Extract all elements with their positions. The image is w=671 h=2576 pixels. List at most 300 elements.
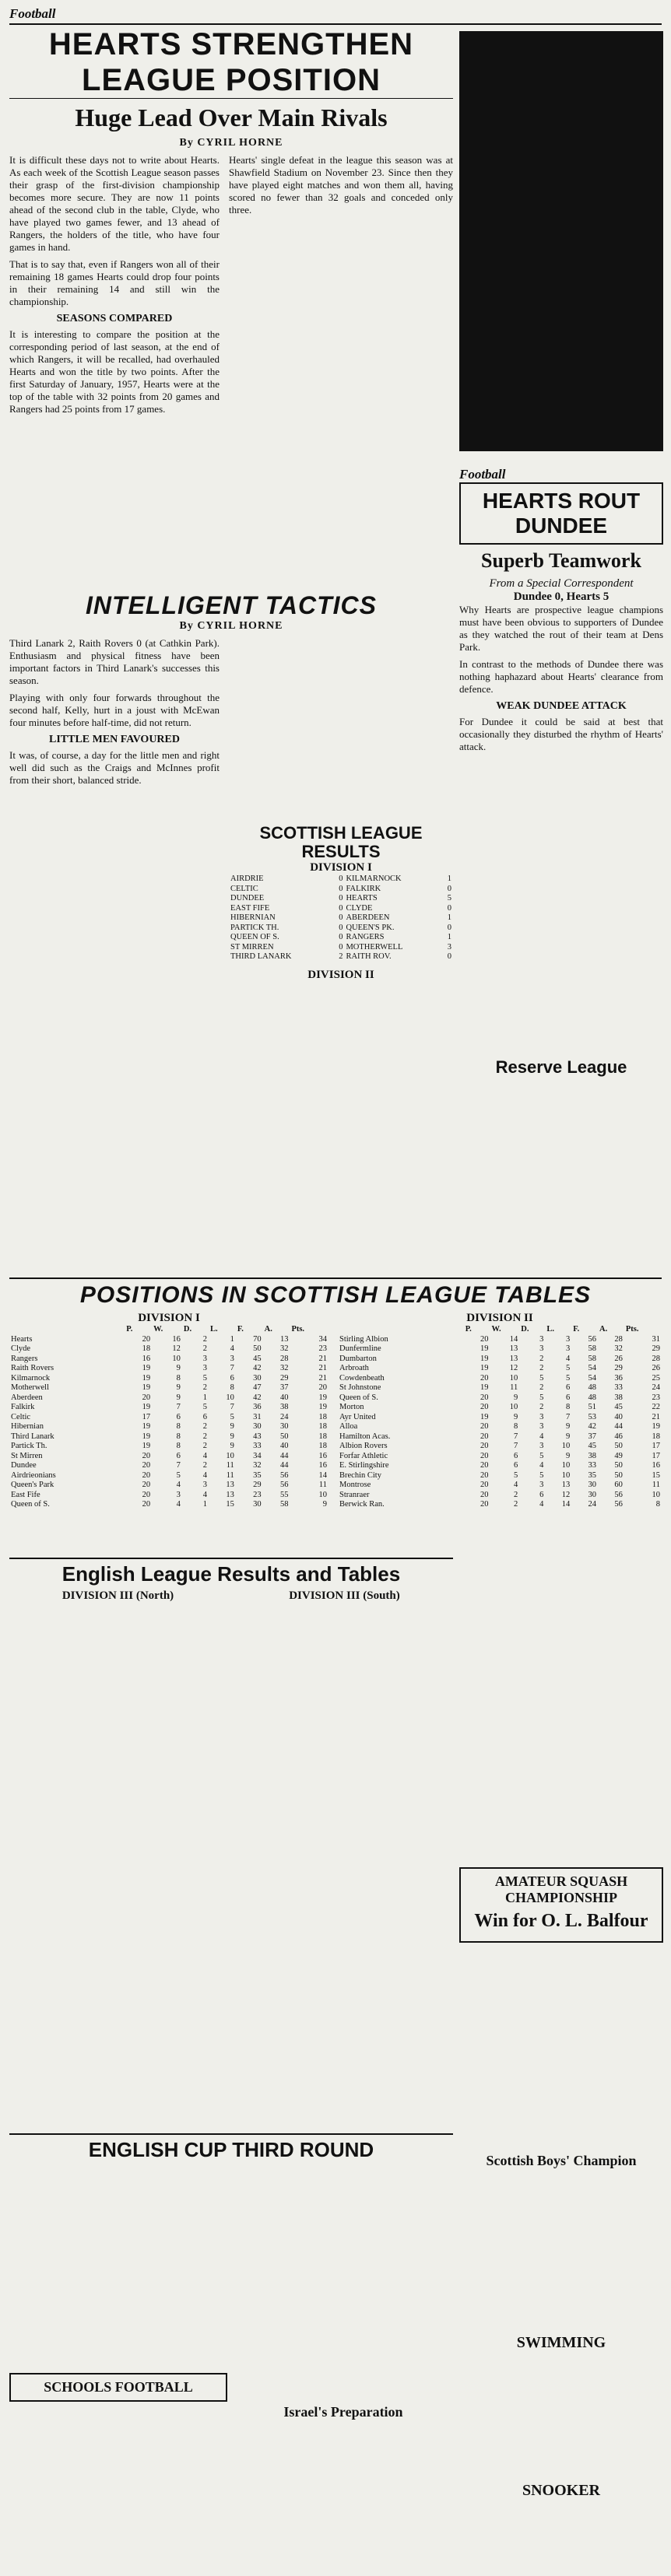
table-cell: 16: [652, 1461, 660, 1470]
table-cell: 19: [142, 1383, 151, 1392]
table-cell: 6: [539, 1490, 544, 1499]
result-team: KILMARNOCK: [346, 874, 402, 883]
table-cell: 30: [279, 1422, 289, 1431]
team-name: Cowdenbeath: [339, 1373, 385, 1383]
team-name: Rangers: [11, 1354, 38, 1363]
table-cell: 32: [253, 1461, 262, 1470]
table-cell: 29: [253, 1481, 262, 1489]
table-cell: 19: [318, 1403, 327, 1411]
table-row: [9, 1413, 328, 1423]
table-cell: 20: [480, 1432, 489, 1441]
table-row: [338, 1393, 662, 1404]
table-cell: 16: [318, 1451, 327, 1460]
squash-subhead: Win for O. L. Balfour: [474, 1911, 648, 1931]
team-name: Kilmarnock: [11, 1373, 51, 1383]
table-cell: 48: [588, 1393, 597, 1402]
israel-section: [234, 2404, 453, 2420]
table-cell: 4: [202, 1470, 207, 1480]
table-cell: 20: [142, 1490, 151, 1499]
division-1-standings: [9, 1325, 328, 1510]
table-cell: 70: [253, 1334, 262, 1344]
team-name: Brechin City: [339, 1470, 381, 1480]
table-cell: 2: [202, 1334, 207, 1344]
table-cell: 4: [539, 1432, 544, 1441]
table-cell: 9: [230, 1422, 234, 1431]
table-row: [338, 1413, 662, 1423]
table-cell: 33: [253, 1442, 262, 1450]
table-cell: 21: [318, 1364, 327, 1372]
result-score: 0: [339, 913, 343, 922]
table-cell: 6: [565, 1383, 571, 1392]
table-cell: 32: [279, 1344, 289, 1353]
result-team: FALKIRK: [346, 884, 381, 893]
table-cell: 11: [652, 1481, 660, 1489]
table-cell: 21: [652, 1412, 660, 1421]
table-cell: 50: [614, 1470, 623, 1480]
team-name: E. Stirlingshire: [339, 1461, 389, 1470]
table-cell: 40: [614, 1412, 623, 1421]
team-name: Hearts: [11, 1334, 33, 1344]
team-name: Queen of S.: [11, 1500, 50, 1509]
table-cell: 8: [176, 1373, 181, 1383]
table-cell: 8: [176, 1422, 181, 1431]
table-cell: 4: [230, 1344, 234, 1353]
table-cell: 24: [588, 1500, 597, 1509]
table-cell: 4: [202, 1451, 207, 1460]
table-cell: 1: [202, 1393, 207, 1402]
table-row: [338, 1491, 662, 1501]
table-row: [338, 1344, 662, 1355]
table-row: [9, 1432, 328, 1442]
table-cell: 5: [539, 1451, 544, 1460]
table-cell: 56: [588, 1334, 597, 1344]
table-cell: 21: [318, 1354, 327, 1363]
team-name: Berwick Ran.: [339, 1500, 385, 1509]
table-row: [9, 1442, 328, 1452]
divider: [9, 1277, 662, 1279]
table-cell: 20: [480, 1422, 489, 1431]
table-cell: 2: [513, 1490, 518, 1499]
table-cell: 32: [279, 1364, 289, 1372]
table-cell: 38: [614, 1393, 623, 1402]
table-row: [338, 1452, 662, 1462]
table-header: D.: [183, 1325, 192, 1334]
result-score: 0: [447, 952, 451, 961]
table-cell: 7: [230, 1364, 234, 1372]
divider: [9, 2133, 453, 2135]
squash-box: [459, 1867, 663, 1943]
table-header: Pts.: [625, 1325, 639, 1334]
table-cell: 24: [279, 1412, 289, 1421]
result-score: 0: [447, 884, 451, 893]
table-cell: 60: [614, 1481, 623, 1489]
table-cell: 56: [614, 1500, 623, 1509]
team-name: Third Lanark: [11, 1432, 54, 1441]
article-paragraph: In contrast to the methods of Dundee there was nothing haphazard about Hearts' clearance from defence.: [459, 658, 663, 695]
team-name: Montrose: [339, 1481, 371, 1489]
table-cell: 6: [513, 1461, 518, 1470]
result-score: 0: [339, 933, 343, 941]
table-cell: 20: [480, 1403, 489, 1411]
table-cell: 58: [588, 1344, 597, 1353]
division-2-standings: [338, 1325, 662, 1510]
table-cell: 20: [480, 1334, 489, 1344]
results-division-1: DIVISION I: [310, 861, 372, 874]
table-cell: 56: [614, 1490, 623, 1499]
table-cell: 9: [322, 1500, 327, 1509]
table-cell: 5: [565, 1364, 571, 1372]
table-cell: 6: [176, 1412, 181, 1421]
result-team: PARTICK TH.: [230, 923, 279, 932]
result-team: HEARTS: [346, 894, 378, 902]
table-row: [9, 1461, 328, 1471]
table-row: [9, 1374, 328, 1384]
team-name: Motherwell: [11, 1383, 49, 1392]
table-cell: 19: [142, 1364, 151, 1372]
english-league-section: [9, 1556, 453, 1603]
table-cell: 55: [279, 1490, 289, 1499]
table-cell: 50: [279, 1432, 289, 1441]
table-cell: 37: [588, 1432, 597, 1441]
table-cell: 23: [652, 1393, 660, 1402]
result-score: 0: [447, 923, 451, 932]
team-name: Airdrieonians: [11, 1470, 56, 1480]
table-cell: 5: [202, 1373, 207, 1383]
result-team: RAITH ROV.: [346, 952, 392, 961]
table-cell: 6: [230, 1373, 234, 1383]
table-cell: 11: [226, 1470, 234, 1480]
table-cell: 8: [176, 1432, 181, 1441]
tactics-byline: By CYRIL HORNE: [179, 620, 283, 632]
table-row: [9, 1344, 328, 1355]
team-name: Aberdeen: [11, 1393, 43, 1402]
table-cell: 20: [318, 1383, 327, 1392]
english-cup-section: [9, 2132, 453, 2165]
league-tables-title: POSITIONS IN SCOTTISH LEAGUE TABLES: [79, 1282, 592, 1308]
table-cell: 20: [142, 1334, 151, 1344]
schools-title: SCHOOLS FOOTBALL: [44, 2379, 193, 2395]
team-name: Queen of S.: [339, 1393, 378, 1402]
table-cell: 2: [202, 1432, 207, 1441]
table-cell: 5: [565, 1373, 571, 1383]
table-cell: 7: [565, 1412, 571, 1421]
table-row: [9, 1452, 328, 1462]
table-cell: 2: [539, 1364, 544, 1372]
table-cell: 42: [253, 1393, 262, 1402]
hearts-rout-dundee-article: [459, 467, 663, 758]
table-row: [338, 1335, 662, 1345]
table-cell: 17: [652, 1442, 660, 1450]
table-cell: 30: [588, 1490, 597, 1499]
result-team: THIRD LANARK: [230, 952, 292, 961]
table-header: A.: [264, 1325, 272, 1334]
table-cell: 19: [480, 1364, 489, 1372]
table-cell: 20: [480, 1461, 489, 1470]
table-cell: 8: [513, 1422, 518, 1431]
table-cell: 20: [142, 1500, 151, 1509]
table-cell: 7: [513, 1442, 518, 1450]
table-cell: 10: [561, 1442, 571, 1450]
table-cell: 3: [539, 1412, 544, 1421]
team-name: Clyde: [11, 1344, 31, 1353]
snooker-section: [459, 2482, 663, 2500]
squash-section: [459, 1867, 663, 2169]
table-cell: 10: [318, 1490, 327, 1499]
table-cell: 7: [513, 1432, 518, 1441]
table-cell: 20: [142, 1393, 151, 1402]
team-name: Alloa: [339, 1422, 358, 1431]
table-cell: 3: [230, 1354, 234, 1363]
result-row: [229, 952, 453, 962]
table-cell: 19: [480, 1354, 489, 1363]
table-row: [9, 1481, 328, 1491]
table-cell: 5: [539, 1373, 544, 1383]
table-cell: 2: [539, 1403, 544, 1411]
table-cell: 7: [176, 1403, 181, 1411]
table-cell: 20: [480, 1393, 489, 1402]
schools-section: [9, 2373, 227, 2402]
table-row: [338, 1422, 662, 1432]
table-cell: 15: [652, 1470, 660, 1480]
main-paragraph: It is interesting to compare the position at the corresponding period of last season, at the end of which Rangers, it will be recalled, had overhauled Hearts and won the title by two points. After the first Saturday of January, 1957, Hearts were at the top of the table with 32 points from 20 games and Rangers had 25 points from 17 games.: [9, 328, 220, 415]
team-name: Morton: [339, 1403, 364, 1411]
result-score: 1: [447, 933, 451, 941]
result-team: MOTHERWELL: [346, 942, 403, 952]
reserve-league-title: Reserve League: [495, 1057, 627, 1077]
table-cell: 44: [614, 1422, 623, 1431]
table-cell: 3: [202, 1354, 207, 1363]
table-cell: 8: [230, 1383, 234, 1392]
table-cell: 20: [480, 1481, 489, 1489]
main-subhead: Huge Lead Over Main Rivals: [75, 103, 388, 131]
table-cell: 20: [142, 1451, 151, 1460]
swimming-section: [459, 2334, 663, 2352]
table-cell: 19: [480, 1383, 489, 1392]
table-row: [9, 1471, 328, 1481]
table-header: Pts.: [291, 1325, 305, 1334]
table-cell: 6: [202, 1412, 207, 1421]
squash-title: AMATEUR SQUASH CHAMPIONSHIP: [494, 1873, 628, 1905]
table-cell: 30: [253, 1373, 262, 1383]
team-name: Dundee: [11, 1461, 37, 1470]
division-2-title: DIVISION II: [466, 1312, 533, 1324]
table-row: [9, 1403, 328, 1413]
table-row: [338, 1364, 662, 1374]
table-row: [338, 1403, 662, 1413]
tactics-paragraph: Playing with only four forwards throughout the second half, Kelly, hurt in a joust with McEwan four minutes before half-time, did not return.: [9, 692, 220, 728]
scottish-results-title: SCOTTISH LEAGUE RESULTS: [259, 823, 423, 861]
team-name: Hibernian: [11, 1422, 44, 1431]
table-row: [338, 1383, 662, 1393]
table-cell: 9: [513, 1412, 518, 1421]
table-cell: 4: [539, 1500, 544, 1509]
table-cell: 20: [480, 1500, 489, 1509]
result-team: EAST FIFE: [230, 903, 270, 913]
table-cell: 10: [172, 1354, 181, 1363]
table-cell: 5: [202, 1403, 207, 1411]
table-header: W.: [491, 1325, 501, 1334]
table-cell: 3: [539, 1442, 544, 1450]
table-row: [338, 1500, 662, 1510]
table-cell: 17: [142, 1412, 151, 1421]
table-cell: 20: [480, 1451, 489, 1460]
table-cell: 18: [142, 1344, 151, 1353]
result-score: 5: [447, 894, 451, 902]
table-cell: 30: [253, 1500, 262, 1509]
table-cell: 9: [513, 1393, 518, 1402]
division-1-table: [9, 1312, 328, 1510]
division-2-table: [338, 1312, 662, 1510]
divider: [9, 98, 453, 99]
tactics-headline: INTELLIGENT TACTICS: [86, 591, 377, 619]
table-cell: 6: [513, 1451, 518, 1460]
result-score: 0: [339, 874, 343, 883]
table-cell: 3: [565, 1334, 571, 1344]
section-tag: Football: [9, 6, 56, 21]
table-row: [338, 1481, 662, 1491]
table-cell: 18: [652, 1432, 660, 1441]
article-paragraph: Why Hearts are prospective league champions must have been obvious to supporters of Dundee as they watched the rout of their team at Dens Park.: [459, 604, 663, 653]
table-cell: 14: [318, 1470, 327, 1480]
tactics-column-left: [9, 637, 220, 982]
table-row: [338, 1432, 662, 1442]
result-score: 0: [339, 923, 343, 932]
table-cell: 8: [655, 1500, 660, 1509]
table-header: [338, 1325, 464, 1335]
table-cell: 10: [226, 1393, 234, 1402]
article-paragraph: For Dundee it could be said at best that occasionally they disturbed the rhythm of Hearts' attack.: [459, 716, 663, 752]
table-cell: 9: [176, 1383, 181, 1392]
table-cell: 19: [480, 1344, 489, 1353]
table-cell: 13: [226, 1490, 234, 1499]
table-cell: 32: [614, 1344, 623, 1353]
main-paragraph: Hearts' single defeat in the league this season was at Shawfield Stadium on November 23. Since then they have played eight matches and won them all, having scored no fewer than 32 goals and conceded only three.: [229, 154, 453, 216]
team-name: Forfar Athletic: [339, 1451, 388, 1460]
table-row: [9, 1335, 328, 1345]
table-cell: 40: [279, 1442, 289, 1450]
table-cell: 19: [318, 1393, 327, 1402]
team-name: Raith Rovers: [11, 1364, 54, 1372]
table-cell: 35: [588, 1470, 597, 1480]
table-cell: 8: [176, 1442, 181, 1450]
table-cell: 19: [652, 1422, 660, 1431]
table-cell: 51: [588, 1403, 597, 1411]
table-row: [338, 1471, 662, 1481]
table-header: D.: [521, 1325, 529, 1334]
table-cell: 1: [230, 1334, 234, 1344]
team-name: Partick Th.: [11, 1442, 47, 1450]
table-cell: 4: [176, 1481, 181, 1489]
table-cell: 4: [176, 1500, 181, 1509]
table-cell: 5: [539, 1393, 544, 1402]
table-cell: 19: [142, 1422, 151, 1431]
table-cell: 22: [652, 1403, 660, 1411]
table-cell: 16: [142, 1354, 151, 1363]
table-header: W.: [153, 1325, 163, 1334]
table-cell: 19: [142, 1403, 151, 1411]
table-cell: 6: [176, 1451, 181, 1460]
table-cell: 3: [202, 1481, 207, 1489]
table-cell: 8: [565, 1403, 571, 1411]
team-name: Dunfermline: [339, 1344, 381, 1353]
table-cell: 13: [226, 1481, 234, 1489]
result-team: HIBERNIAN: [230, 913, 276, 922]
team-name: Stirling Albion: [339, 1334, 388, 1344]
table-cell: 2: [202, 1344, 207, 1353]
table-cell: 48: [588, 1383, 597, 1392]
table-cell: 9: [176, 1393, 181, 1402]
result-row: [229, 933, 453, 943]
table-cell: 42: [588, 1422, 597, 1431]
divider: [9, 1558, 453, 1559]
table-cell: 12: [509, 1364, 518, 1372]
table-cell: 49: [614, 1451, 623, 1460]
table-cell: 11: [318, 1481, 327, 1489]
league-tables-section: [9, 1276, 662, 1510]
result-score: 3: [447, 942, 451, 952]
table-cell: 16: [318, 1461, 327, 1470]
table-cell: 3: [565, 1344, 571, 1353]
table-cell: 3: [176, 1490, 181, 1499]
tactics-article: [9, 591, 453, 982]
table-cell: 17: [652, 1451, 660, 1460]
table-cell: 7: [176, 1461, 181, 1470]
table-cell: 28: [614, 1334, 623, 1344]
table-header: A.: [599, 1325, 608, 1334]
result-score: 0: [447, 903, 451, 913]
team-name: St Johnstone: [339, 1383, 381, 1392]
table-cell: 5: [176, 1470, 181, 1480]
table-cell: 11: [226, 1461, 234, 1470]
main-column-right: [229, 154, 453, 420]
team-name: Hamilton Acas.: [339, 1432, 391, 1441]
table-header: P.: [126, 1325, 133, 1334]
table-cell: 2: [539, 1383, 544, 1392]
table-cell: 12: [561, 1490, 571, 1499]
table-cell: 31: [652, 1334, 660, 1344]
result-row: [229, 913, 453, 924]
table-cell: 3: [539, 1481, 544, 1489]
english-cup-title: ENGLISH CUP THIRD ROUND: [88, 2138, 374, 2161]
table-cell: 10: [561, 1470, 571, 1480]
team-name: Albion Rovers: [339, 1442, 388, 1450]
team-name: St Mirren: [11, 1451, 43, 1460]
table-cell: 45: [253, 1354, 262, 1363]
table-cell: 13: [279, 1334, 289, 1344]
table-cell: 9: [565, 1422, 571, 1431]
table-cell: 10: [509, 1403, 518, 1411]
table-cell: 20: [480, 1442, 489, 1450]
table-cell: 15: [226, 1500, 234, 1509]
table-cell: 56: [279, 1470, 289, 1480]
table-cell: 2: [202, 1422, 207, 1431]
main-paragraph: That is to say that, even if Rangers won all of their remaining 18 games Hearts could drop four points in their remaining 14 and still win the championship.: [9, 258, 220, 307]
table-row: [9, 1491, 328, 1501]
table-cell: 3: [539, 1422, 544, 1431]
table-cell: 2: [202, 1383, 207, 1392]
hearts-rout-box: [459, 482, 663, 545]
english-league-title: English League Results and Tables: [61, 1562, 401, 1586]
table-cell: 45: [614, 1403, 623, 1411]
main-byline: By CYRIL HORNE: [179, 137, 283, 149]
table-cell: 45: [588, 1442, 597, 1450]
result-team: ABERDEEN: [346, 913, 390, 922]
table-cell: 10: [226, 1451, 234, 1460]
table-cell: 29: [279, 1373, 289, 1383]
table-cell: 18: [318, 1442, 327, 1450]
table-cell: 47: [253, 1383, 262, 1392]
table-cell: 19: [142, 1373, 151, 1383]
